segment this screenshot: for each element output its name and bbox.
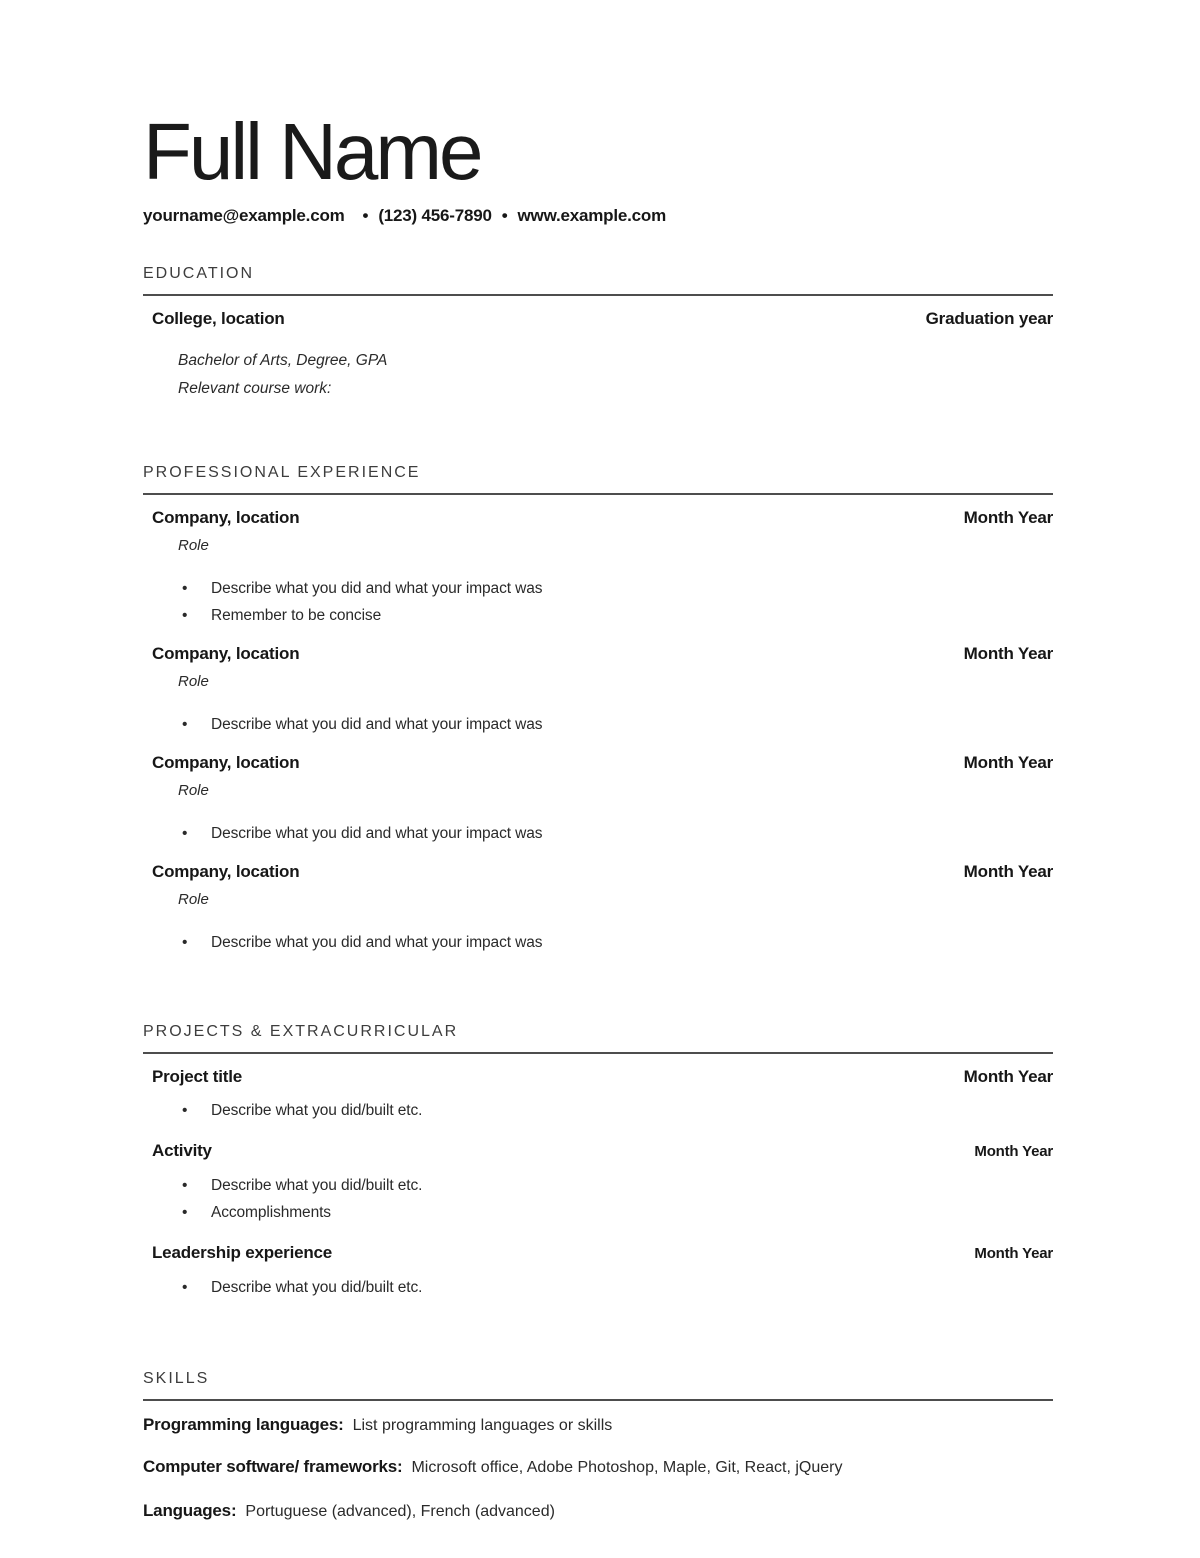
contact-phone: (123) 456-7890: [378, 206, 492, 225]
section-projects: [143, 1022, 1053, 1301]
skills-row: [143, 1501, 1053, 1522]
section-skills: [143, 1369, 1053, 1522]
full-name-heading: Full Name: [143, 107, 481, 196]
skill-label-software: Computer software/ frameworks:: [143, 1457, 403, 1476]
project-entry: [143, 1140, 1053, 1226]
role-label: Role: [178, 537, 209, 554]
project-entry: [143, 1242, 1053, 1301]
contact-website: www.example.com: [517, 206, 667, 225]
experience-entry-head: [152, 861, 1053, 882]
experience-entry: [143, 643, 1053, 738]
contact-separator: •: [362, 206, 369, 225]
bullet-item: • Describe what you did and what your impact was: [211, 711, 1053, 738]
entry-title-activity: Activity: [152, 1141, 212, 1160]
role-label: Role: [178, 782, 209, 799]
bullet-item: • Describe what you did and what your impact was: [211, 820, 1053, 847]
section-divider: [143, 294, 1053, 296]
entry-date: Month Year: [963, 508, 1053, 527]
section-title-experience: PROFESSIONAL EXPERIENCE: [143, 464, 421, 481]
role-label: Role: [178, 673, 209, 690]
entry-title-company: Company, location: [152, 508, 300, 527]
bullet-list: [152, 1274, 1053, 1301]
skills-row: [143, 1457, 1053, 1478]
section-divider: [143, 1399, 1053, 1401]
experience-entry: [143, 752, 1053, 847]
skill-value: Microsoft office, Adobe Photoshop, Maple, Git, React, jQuery: [411, 1459, 843, 1476]
skill-value: Portuguese (advanced), French (advanced): [245, 1503, 555, 1520]
experience-entry: [143, 861, 1053, 956]
entry-date: Month Year: [963, 862, 1053, 881]
entry-title-company: Company, location: [152, 753, 300, 772]
education-coursework-line: Relevant course work:: [178, 380, 332, 397]
entry-title-leadership: Leadership experience: [152, 1243, 333, 1262]
section-divider: [143, 1052, 1053, 1054]
resume-header: [143, 107, 1053, 226]
entry-title-company: Company, location: [152, 644, 300, 663]
education-entry: [143, 308, 1053, 399]
entry-title-company: Company, location: [152, 862, 300, 881]
section-title-skills: SKILLS: [143, 1370, 210, 1387]
project-entry-head: [152, 1140, 1053, 1162]
entry-title-project: Project title: [152, 1067, 242, 1086]
bullet-item: • Describe what you did/built etc.: [211, 1172, 1053, 1199]
bullet-item: • Describe what you did and what your impact was: [211, 929, 1053, 956]
entry-date: Month Year: [974, 1143, 1053, 1160]
skill-label-languages: Languages:: [143, 1501, 237, 1520]
role-label: Role: [178, 891, 209, 908]
bullet-item: • Remember to be concise: [211, 602, 1053, 629]
education-entry-head: [152, 308, 1053, 329]
skills-row: [143, 1415, 1053, 1436]
experience-entry-head: [152, 643, 1053, 664]
section-education: [143, 264, 1053, 399]
entry-title-college: College, location: [152, 309, 285, 328]
skill-value: List programming languages or skills: [352, 1417, 613, 1434]
experience-entry: [143, 507, 1053, 629]
entry-date: Month Year: [963, 1067, 1053, 1086]
contact-separator: •: [501, 206, 508, 225]
bullet-list: [152, 820, 1053, 847]
contact-line: [143, 206, 1053, 226]
bullet-item: • Describe what you did/built etc.: [211, 1274, 1053, 1301]
bullet-item: • Describe what you did and what your impact was: [211, 575, 1053, 602]
entry-date: Month Year: [974, 1245, 1053, 1262]
bullet-list: [152, 1172, 1053, 1226]
entry-date-graduation-year: Graduation year: [925, 309, 1053, 328]
bullet-list: [152, 575, 1053, 629]
bullet-list: [152, 1097, 1053, 1124]
bullet-item: • Describe what you did/built etc.: [211, 1097, 1053, 1124]
entry-date: Month Year: [963, 644, 1053, 663]
bullet-item: • Accomplishments: [211, 1199, 1053, 1226]
skill-label-programming: Programming languages:: [143, 1415, 344, 1434]
project-entry-head: [152, 1242, 1053, 1264]
section-title-projects: PROJECTS & EXTRACURRICULAR: [143, 1023, 459, 1040]
entry-date: Month Year: [963, 753, 1053, 772]
education-degree-line: Bachelor of Arts, Degree, GPA: [178, 352, 388, 369]
section-experience: [143, 463, 1053, 956]
contact-email: yourname@example.com: [143, 206, 345, 225]
bullet-list: [152, 711, 1053, 738]
experience-entry-head: [152, 752, 1053, 773]
section-title-education: EDUCATION: [143, 265, 255, 282]
section-divider: [143, 493, 1053, 495]
project-entry-head: [152, 1066, 1053, 1087]
project-entry: [143, 1066, 1053, 1124]
bullet-list: [152, 929, 1053, 956]
experience-entry-head: [152, 507, 1053, 528]
